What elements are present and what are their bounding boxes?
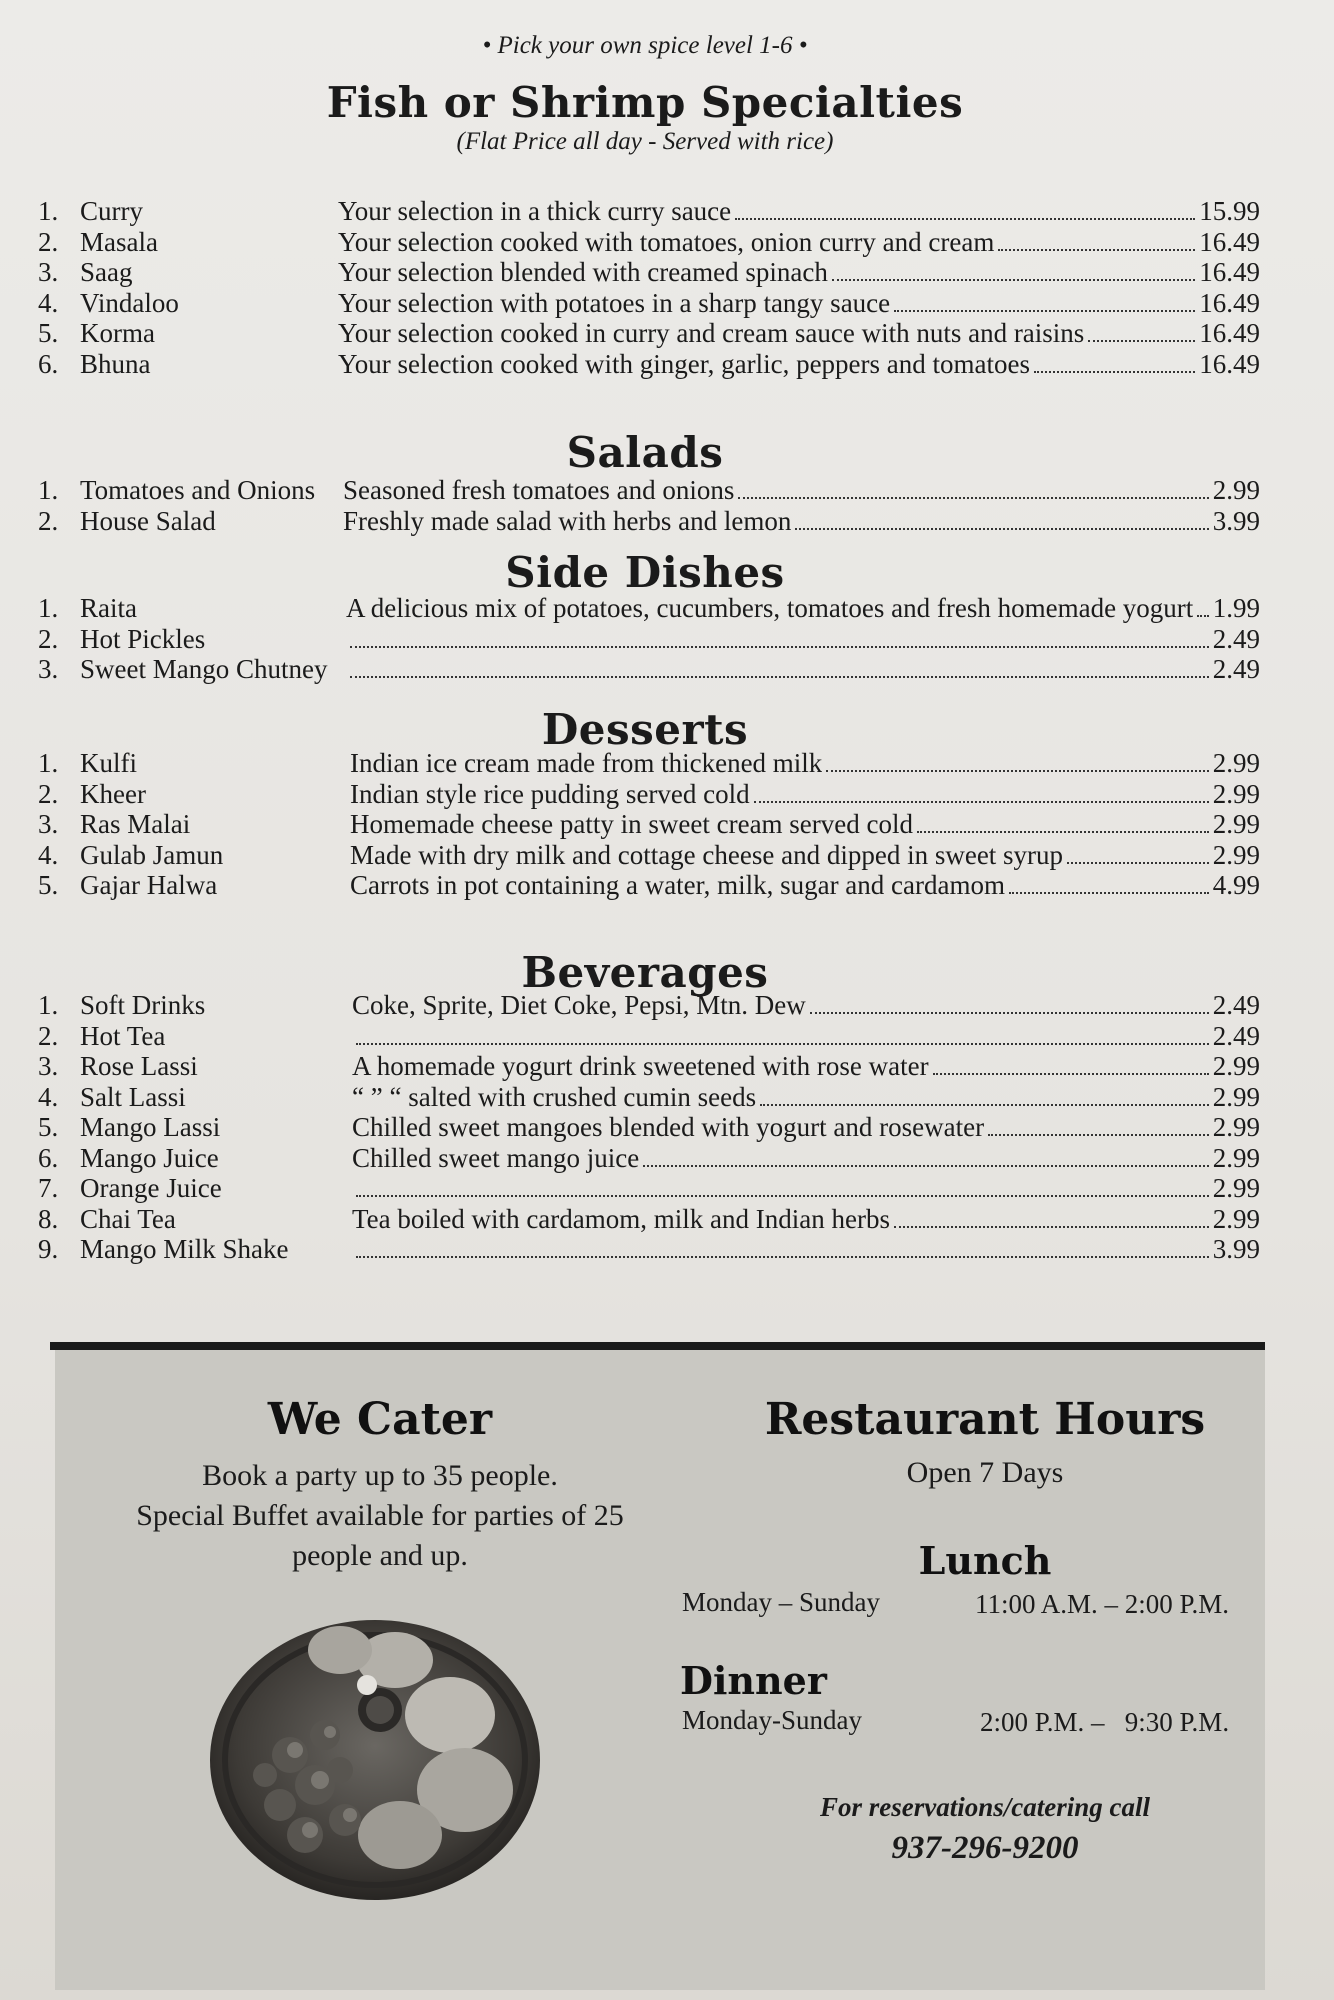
item-price: 2.99 (1212, 839, 1260, 870)
menu-item-row (38, 624, 1260, 655)
item-price: 16.49 (1199, 226, 1260, 257)
menu-item-row (38, 257, 1260, 288)
dot-leader (356, 1043, 1209, 1045)
item-name: Kulfi (80, 748, 137, 778)
dot-leader (643, 1165, 1209, 1167)
menu-item-row (38, 349, 1260, 380)
dinner-title: Dinner (680, 1658, 827, 1703)
menu-item-row (38, 809, 1260, 840)
item-number: 8. (38, 1203, 59, 1234)
item-description: Your selection cooked with ginger, garlic, peppers and tomatoes (338, 348, 1031, 379)
item-number: 3. (38, 809, 59, 839)
item-price: 2.99 (1212, 778, 1260, 809)
item-name: Mango Juice (80, 1142, 219, 1173)
dot-leader (917, 831, 1209, 833)
reservation-note: For reservations/catering call (820, 1792, 1150, 1822)
item-price: 2.49 (1212, 654, 1260, 684)
menu-item-row (38, 779, 1260, 810)
beverages-items-list (38, 990, 1260, 1265)
item-price: 2.99 (1212, 475, 1260, 505)
item-price: 3.99 (1212, 505, 1260, 536)
menu-item-row (38, 1204, 1260, 1235)
item-price: 16.49 (1199, 287, 1260, 318)
item-name: Curry (80, 196, 143, 226)
dot-leader (1034, 371, 1195, 373)
item-description: Chilled sweet mangoes blended with yogurt and rosewater (352, 1112, 985, 1142)
dot-leader (1088, 340, 1195, 342)
menu-item-row (38, 748, 1260, 779)
dot-leader (988, 1134, 1209, 1136)
item-name: Bhuna (80, 348, 151, 379)
item-number: 4. (38, 839, 59, 870)
dot-leader (894, 1226, 1209, 1228)
dinner-time: 2:00 P.M. – 9:30 P.M. (980, 1707, 1230, 1737)
sides-items-list (38, 593, 1260, 685)
cater-line-2: Special Buffet available for parties of 25 (136, 1499, 624, 1532)
dot-leader (1197, 615, 1208, 617)
dot-leader (350, 646, 1209, 648)
dot-leader (738, 497, 1208, 499)
item-price: 2.99 (1212, 1142, 1260, 1173)
cater-title: We Cater (267, 1394, 493, 1445)
dot-leader (826, 770, 1208, 772)
item-name: Masala (80, 226, 158, 257)
item-price: 2.99 (1212, 809, 1260, 839)
item-description: A delicious mix of potatoes, cucumbers, tomatoes and fresh homemade yogurt (346, 593, 1194, 623)
menu-item-row (38, 475, 1260, 506)
open-days: Open 7 Days (906, 1456, 1064, 1489)
item-number: 3. (38, 654, 59, 684)
item-number: 6. (38, 1142, 59, 1173)
item-name: Soft Drinks (80, 990, 206, 1020)
item-name: Rose Lassi (80, 1051, 198, 1081)
salads-section-title: Salads (566, 428, 724, 477)
item-number: 3. (38, 257, 59, 287)
dot-leader (998, 249, 1195, 251)
item-number: 5. (38, 1112, 59, 1142)
menu-item-row (38, 318, 1260, 349)
menu-item-row (38, 506, 1260, 537)
dot-leader (832, 279, 1195, 281)
item-name: Ras Malai (80, 809, 191, 839)
item-number: 5. (38, 318, 59, 348)
dot-leader (350, 676, 1209, 678)
item-price: 4.99 (1212, 870, 1260, 900)
item-name: Sweet Mango Chutney (80, 654, 328, 684)
item-name: Korma (80, 318, 155, 348)
item-price: 2.99 (1212, 1081, 1260, 1112)
menu-item-row (38, 990, 1260, 1021)
cater-line-1: Book a party up to 35 people. (202, 1459, 558, 1492)
menu-item-row (38, 1112, 1260, 1143)
lunch-title: Lunch (918, 1538, 1052, 1583)
dot-leader (795, 528, 1208, 530)
item-description: Coke, Sprite, Diet Coke, Pepsi, Mtn. Dew (352, 990, 806, 1020)
item-description: Your selection in a thick curry sauce (338, 196, 732, 226)
item-price: 16.49 (1199, 318, 1260, 348)
menu-item-row (38, 196, 1260, 227)
item-name: House Salad (80, 505, 216, 536)
item-number: 1. (38, 475, 59, 505)
fish-items-list (38, 196, 1260, 379)
lunch-time: 11:00 A.M. – 2:00 P.M. (975, 1589, 1230, 1619)
dot-leader (933, 1073, 1209, 1075)
item-number: 1. (38, 748, 59, 778)
cater-line-3: people and up. (292, 1539, 468, 1572)
item-name: Tomatoes and Onions (80, 475, 316, 505)
sides-section-title: Side Dishes (505, 548, 785, 597)
footer-divider (50, 1342, 1265, 1350)
item-price: 3.99 (1212, 1234, 1260, 1264)
item-price: 2.49 (1212, 623, 1260, 654)
menu-item-row (38, 654, 1260, 685)
item-description: “ ” “ salted with crushed cumin seeds (352, 1081, 757, 1112)
dot-leader (894, 310, 1195, 312)
dot-leader (760, 1104, 1209, 1106)
item-price: 2.49 (1212, 1020, 1260, 1051)
item-name: Chai Tea (80, 1203, 176, 1234)
spice-level-note: • Pick your own spice level 1-6 • (482, 32, 808, 59)
item-description: Tea boiled with cardamom, milk and Indian herbs (352, 1203, 890, 1234)
item-description: Indian style rice pudding served cold (350, 778, 750, 809)
item-price: 16.49 (1199, 348, 1260, 379)
menu-item-row (38, 1051, 1260, 1082)
item-description: A homemade yogurt drink sweetened with rose water (352, 1051, 929, 1081)
menu-item-row (38, 840, 1260, 871)
item-name: Orange Juice (80, 1173, 222, 1203)
menu-item-row (38, 227, 1260, 258)
dot-leader (735, 218, 1195, 220)
item-number: 2. (38, 623, 59, 654)
hours-title: Restaurant Hours (764, 1394, 1206, 1445)
item-description: Made with dry milk and cottage cheese and dipped in sweet syrup (350, 839, 1064, 870)
item-price: 1.99 (1212, 593, 1260, 623)
item-description: Seasoned fresh tomatoes and onions (343, 475, 735, 505)
item-price: 2.99 (1212, 1051, 1260, 1081)
item-description: Freshly made salad with herbs and lemon (343, 505, 792, 536)
salads-items-list (38, 475, 1260, 536)
fish-section-title: Fish or Shrimp Specialties (326, 78, 964, 127)
dot-leader (356, 1256, 1209, 1258)
item-price: 2.49 (1212, 990, 1260, 1020)
menu-item-row (38, 1082, 1260, 1113)
item-price: 15.99 (1199, 196, 1260, 226)
menu-item-row (38, 1173, 1260, 1204)
item-number: 5. (38, 870, 59, 900)
item-description: Your selection blended with creamed spinach (338, 257, 828, 287)
item-number: 1. (38, 990, 59, 1020)
item-name: Gajar Halwa (80, 870, 218, 900)
desserts-items-list (38, 748, 1260, 901)
item-number: 2. (38, 778, 59, 809)
item-number: 1. (38, 196, 59, 226)
item-price: 2.99 (1212, 1112, 1260, 1142)
menu-item-row (38, 870, 1260, 901)
item-name: Mango Milk Shake (80, 1234, 289, 1264)
item-description: Carrots in pot containing a water, milk, sugar and cardamom (350, 870, 1005, 900)
item-number: 2. (38, 226, 59, 257)
dot-leader (754, 801, 1209, 803)
item-number: 2. (38, 1020, 59, 1051)
fish-section-subtitle: (Flat Price all day - Served with rice) (456, 128, 834, 155)
menu-item-row (38, 593, 1260, 624)
info-panel (55, 1350, 1265, 1990)
item-description: Indian ice cream made from thickened milk (350, 748, 823, 778)
item-price: 2.99 (1212, 1203, 1260, 1234)
item-number: 7. (38, 1173, 59, 1203)
item-number: 2. (38, 505, 59, 536)
phone-number[interactable]: 937-296-9200 (891, 1830, 1079, 1866)
item-price: 2.99 (1212, 1173, 1260, 1203)
item-name: Gulab Jamun (80, 839, 224, 870)
dot-leader (1009, 892, 1209, 894)
item-price: 2.99 (1212, 748, 1260, 778)
dot-leader (810, 1012, 1209, 1014)
menu-item-row (38, 1234, 1260, 1265)
item-name: Mango Lassi (80, 1112, 221, 1142)
item-number: 4. (38, 1081, 59, 1112)
food-platter-image (205, 1605, 545, 1905)
item-description: Your selection cooked with tomatoes, onion curry and cream (338, 226, 995, 257)
item-description: Chilled sweet mango juice (352, 1142, 640, 1173)
item-description: Homemade cheese patty in sweet cream served cold (350, 809, 914, 839)
item-number: 6. (38, 348, 59, 379)
cater-description (55, 1456, 705, 1576)
item-name: Hot Tea (80, 1020, 166, 1051)
dot-leader (356, 1195, 1209, 1197)
item-number: 9. (38, 1234, 59, 1264)
lunch-days: Monday – Sunday (682, 1587, 880, 1617)
dinner-days: Monday-Sunday (682, 1705, 862, 1735)
item-name: Raita (80, 593, 137, 623)
item-description: Your selection with potatoes in a sharp tangy sauce (338, 287, 891, 318)
item-number: 1. (38, 593, 59, 623)
item-name: Hot Pickles (80, 623, 206, 654)
item-price: 16.49 (1199, 257, 1260, 287)
beverages-section-title: Beverages (521, 948, 769, 997)
item-number: 4. (38, 287, 59, 318)
menu-item-row (38, 1021, 1260, 1052)
menu-item-row (38, 1143, 1260, 1174)
item-name: Saag (80, 257, 133, 287)
item-name: Salt Lassi (80, 1081, 186, 1112)
item-number: 3. (38, 1051, 59, 1081)
item-name: Kheer (80, 778, 146, 809)
item-name: Vindaloo (80, 287, 179, 318)
dot-leader (1067, 862, 1209, 864)
menu-item-row (38, 288, 1260, 319)
item-description: Your selection cooked in curry and cream sauce with nuts and raisins (338, 318, 1085, 348)
desserts-section-title: Desserts (541, 705, 749, 754)
